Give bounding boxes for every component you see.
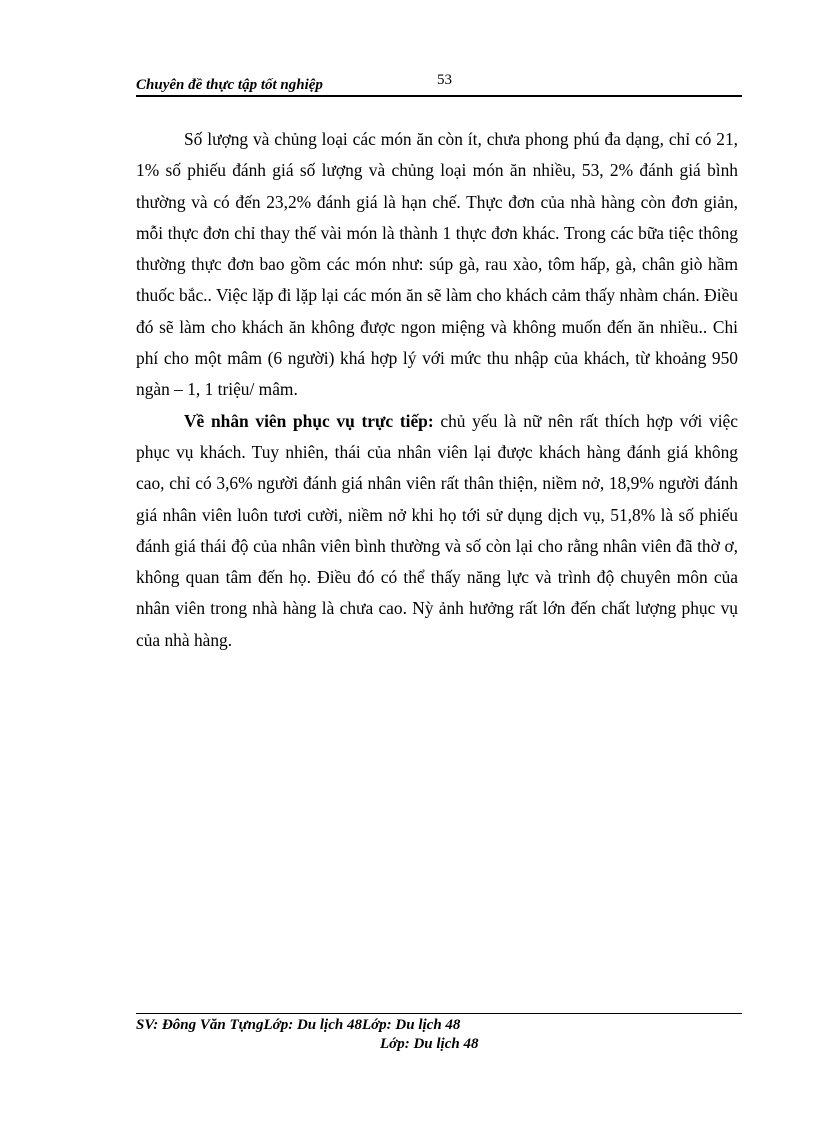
footer-class-line: Lớp: Du lịch 48 xyxy=(380,1036,479,1052)
footer-student-line: SV: Đông Văn TựngLớp: Du lịch 48Lớp: Du lịch 48 xyxy=(136,1017,461,1033)
paragraph-staff xyxy=(136,406,738,656)
footer-rule xyxy=(136,1013,742,1014)
body-text xyxy=(136,124,738,656)
paragraph-staff-lead: Về nhân viên phục vụ trực tiếp: xyxy=(184,410,434,431)
header-title: Chuyên đề thực tập tốt nghiệp xyxy=(136,77,323,93)
header-rule xyxy=(136,95,742,97)
paragraph-menu: Số lượng và chủng loại các món ăn còn ít, chưa phong phú đa dạng, chỉ có 21, 1% số phiếu đánh giá số lượng và chủng loại món ăn nhiều, 53, 2% đánh giá bình thường và có đến 23,2% đánh giá là hạn chế. Thực đơn của nhà hàng còn đơn giản, mỗi thực đơn chỉ thay thế vài món là thành 1 thực đơn khác. Trong các bữa tiệc thông thường thực đơn bao gồm các món như: súp gà, rau xào, tôm hấp, gà, chân giò hầm thuốc bắc.. Việc lặp đi lặp lại các món ăn sẽ làm cho khách cảm thấy nhàm chán. Điều đó sẽ làm cho khách ăn không được ngon miệng và không muốn đến ăn nhiều.. Chi phí cho một mâm (6 người) khá hợp lý với mức thu nhập của khách, từ khoảng 950 ngàn – 1, 1 triệu/ mâm. xyxy=(136,129,738,400)
paragraph-staff-text: chủ yếu là nữ nên rất thích hợp với việc phục vụ khách. Tuy nhiên, thái của nhân viên lại được khách hàng đánh giá không cao, chỉ có 3,6% người đánh giá nhân viên rất thân thiện, niềm nở, 18,9% người đánh giá nhân viên luôn tươi cười, niềm nở khi họ tới sử dụng dịch vụ, 51,8% là số phiếu đánh giá thái độ của nhân viên bình thường và số còn lại cho rằng nhân viên đã thờ ơ, không quan tâm đến họ. Điều đó có thể thấy năng lực và trình độ chuyên môn của nhân viên trong nhà hàng là chưa cao. Nỳ ảnh hưởng rất lớn đến chất lượng phục vụ của nhà hàng. xyxy=(136,410,738,650)
page-number: 53 xyxy=(437,72,452,88)
